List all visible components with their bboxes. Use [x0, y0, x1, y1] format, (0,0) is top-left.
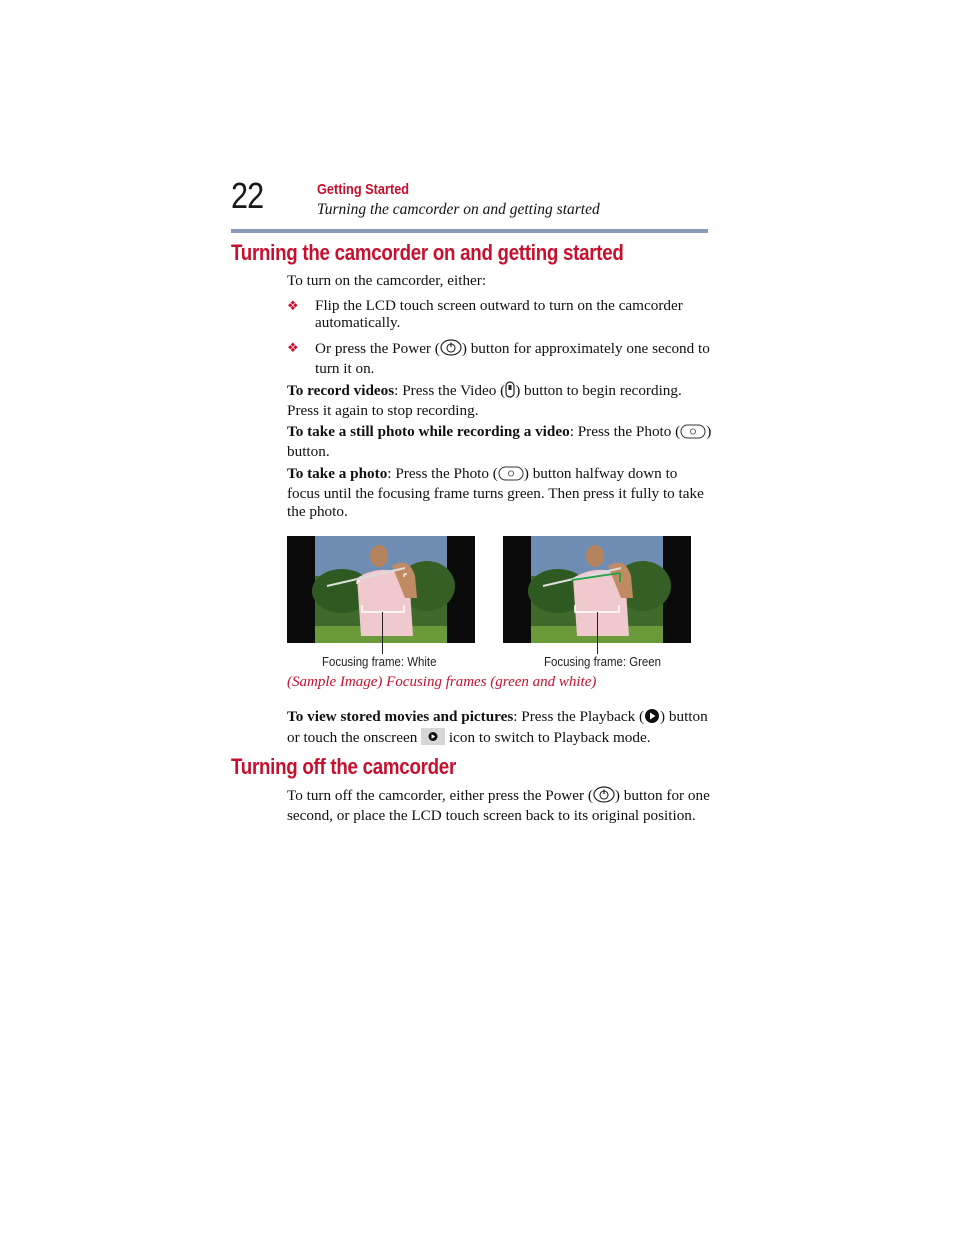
playback-button-icon	[644, 708, 660, 728]
video-icon	[505, 381, 515, 402]
section-heading-turning-on: Turning the camcorder on and getting started	[231, 240, 624, 265]
bullet-power-button	[315, 339, 715, 378]
view-stored-label: To view stored movies and pictures	[287, 708, 514, 725]
section-heading-turning-off: Turning off the camcorder	[231, 754, 456, 779]
running-section-title: Turning the camcorder on and getting started	[317, 201, 600, 218]
turn-off-paragraph	[287, 786, 712, 825]
turn-off-before: To turn off the camcorder, either press the Power (	[287, 787, 593, 804]
take-photo-label: To take a photo	[287, 465, 388, 482]
bullet-marker: ❖	[287, 340, 299, 355]
power-icon	[593, 786, 615, 807]
bullet-power-after: ) button for approximately one second to turn it on.	[315, 340, 710, 378]
bullet-marker: ❖	[287, 298, 299, 313]
record-videos-paragraph	[287, 381, 712, 420]
photo-icon	[680, 424, 706, 443]
intro-paragraph: To turn on the camcorder, either:	[287, 272, 487, 289]
onscreen-playback-icon	[421, 728, 445, 749]
photo-after: ) button halfway down to focus until the focusing frame turns green. Then press it fully to take the photo.	[287, 465, 704, 520]
turn-off-after: ) button for one second, or place the LCD touch screen back to its original position.	[287, 787, 710, 825]
still-before: : Press the Photo (	[569, 423, 681, 440]
record-before: : Press the Video (	[394, 382, 506, 399]
record-after: ) button to begin recording. Press it again to stop recording.	[287, 382, 682, 420]
figure-caption: (Sample Image) Focusing frames (green and white)	[287, 674, 597, 690]
record-videos-label: To record videos	[287, 382, 395, 399]
chapter-title: Getting Started	[317, 181, 410, 198]
label-focusing-frame-white: Focusing frame: White	[322, 654, 437, 669]
photo-icon	[498, 466, 524, 485]
photo-before: : Press the Photo (	[387, 465, 498, 482]
view-stored-paragraph	[287, 708, 712, 750]
view-middle: ) button or touch the onscreen	[287, 708, 708, 747]
header-rule	[231, 229, 708, 233]
bullet-power-before: Or press the Power (	[315, 340, 440, 357]
power-icon	[440, 339, 462, 360]
still-photo-label: To take a still photo while recording a video	[287, 423, 570, 440]
callout-line-green	[597, 612, 598, 654]
label-focusing-frame-green: Focusing frame: Green	[544, 654, 661, 669]
view-before: : Press the Playback (	[513, 708, 645, 725]
still-after: ) button.	[287, 423, 712, 461]
sample-image-white-frame	[287, 536, 475, 643]
bullet-flip-lcd: Flip the LCD touch screen outward to turn on the camcorder automatically.	[315, 297, 683, 332]
page-number: 22	[231, 175, 264, 216]
still-photo-paragraph	[287, 423, 712, 461]
view-after: icon to switch to Playback mode.	[448, 729, 651, 747]
take-photo-paragraph	[287, 465, 712, 520]
callout-line-white	[382, 612, 383, 654]
